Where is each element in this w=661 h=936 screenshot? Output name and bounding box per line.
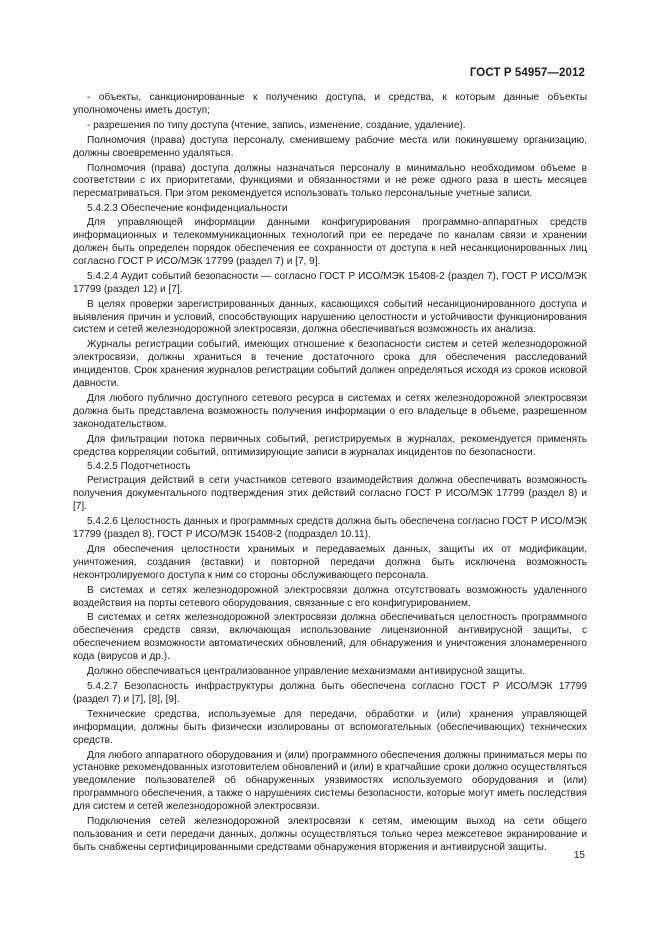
paragraph: В целях проверки зарегистрированных данных, касающихся событий несанкционированного доступа и выявления причин и условий, способствующих нарушению целостности и устойчивости функционирования систем и сетей железнодорожной электросвязи, должна обеспечиваться возможность их анализа.: [73, 298, 587, 336]
section-heading: 5.4.2.5 Подотчетность: [87, 461, 191, 473]
paragraph: 5.4.2.6 Целостность данных и программных средств должна быть обеспечена согласно ГОСТ Р ИСО/МЭК 17799 (раздел 8), ГОСТ Р ИСО/МЭК 15408-2 (подраздел 10.11).: [73, 516, 587, 540]
paragraph: В системах и сетях железнодорожной электросвязи должна отсутствовать возможность удаленного воздействия на порты сетевого оборудования, связанные с его конфигурированием.: [73, 584, 587, 609]
paragraph: 5.4.2.4 Аудит событий безопасности — согласно ГОСТ Р ИСО/МЭК 15408-2 (раздел 7), ГОСТ Р ИСО/МЭК 17799 (раздел 12) и [7].: [73, 270, 587, 295]
paragraph: - разрешения по типу доступа (чтение, запись, изменение, создание, удаление).: [87, 119, 466, 131]
paragraph: Полномочия (права) доступа должны назначаться персоналу в минимально необходимом объеме в соответствии с их приоритетами, функциями и обязанностями и не реже одного раза в шесть месяцев пересматриваться. При этом рекомендуется использовать только персональные учетные записи.: [73, 162, 587, 200]
paragraph: Для любого публично доступного сетевого ресурса в системах и сетях железнодорожной электросвязи должна быть представлена возможность получения информации о его владельце в объеме, разрешенном законодательством.: [73, 392, 587, 430]
paragraph: Технические средства, используемые для передачи, обработки и (или) хранения управляющей информации, должны быть физически изолированы от вспомогательных (обеспечивающих) технических средств.: [73, 708, 587, 746]
paragraph: Регистрация действий в сети участников сетевого взаимодействия должна обеспечивать возможность получения документального подтверждения этих действий согласно ГОСТ Р ИСО/МЭК 17799 (раздел 8) и [7].: [73, 475, 587, 513]
paragraph: Журналы регистрации событий, имеющих отношение к безопасности систем и сетей железнодорожной электросвязи, должны храниться в течение достаточного срока для обеспечения расследований инцидентов. Срок хранения журналов регистрации событий должен определяться исходя из сроков исковой давности.: [73, 339, 587, 390]
paragraph: Полномочия (права) доступа персоналу, сменившему рабочие места или покинувшему организацию, должны своевременно удаляться.: [73, 134, 587, 159]
page-number: 15: [573, 850, 585, 861]
paragraph: Для обеспечения целостности хранимых и передаваемых данных, защиты их от модификации, уничтожения, создания (вставки) и повторной передачи должна быть исключена возможность неконтролируемого доступа к ним со стороны обслуживающего персонала.: [73, 543, 587, 581]
paragraph: В системах и сетях железнодорожной электросвязи должна обеспечиваться целостность программного обеспечения средств связи, включающая использование лицензионной антивирусной защиты, с обеспечением возможности автоматических обновлений, для обнаружения и уничтожения злонамеренного кода (вирусов и др.).: [73, 612, 587, 663]
standard-header: ГОСТ Р 54957—2012: [469, 67, 585, 79]
paragraph: Подключения сетей железнодорожной электросвязи к сетям, имеющим выход на сети общего пользования и сети передачи данных, должны осуществляться только через межсетевое экранирование и быть снабжены сертифицированными средствами обнаружения вторжения и антивирусной защиты.: [73, 816, 587, 853]
paragraph: Для фильтрации потока первичных событий, регистрируемых в журналах, рекомендуется применять средства корреляции событий, оптимизирующие записи в журналах инцидентов по безопасности.: [73, 433, 587, 458]
paragraph: Должно обеспечиваться централизованное управление механизмами антивирусной защиты.: [87, 666, 525, 678]
paragraph: Для любого аппаратного оборудования и (или) программного обеспечения должны приниматься меры по установке рекомендованных изготовителем обновлений и (или) в кратчайшие сроки должно осуществляться уведомление пользователей об обнаруженных уязвимостях используемого оборудования и (или) программного обеспечения, а также о нарушениях системы безопасности, которые могут иметь последствия для систем и сетей железнодорожной электросвязи.: [73, 749, 587, 813]
paragraph: 5.4.2.7 Безопасность инфраструктуры должна быть обеспечена согласно ГОСТ Р ИСО/МЭК 17799 (раздел 7) и [7], [8], [9].: [73, 680, 587, 705]
document-body: [73, 92, 587, 857]
paragraph: Для управляющей информации данными конфигурирования программно-аппаратных средств информационных и телекоммуникационных технологий при ее передаче по каналам связи и хранении должен быть определен порядок обеспечения ее сохранности от доступа к ней несанкционированных лиц согласно ГОСТ Р ИСО/МЭК 17799 (раздел 7) и [7, 9].: [73, 217, 587, 267]
section-heading: 5.4.2.3 Обеспечение конфиденциальности: [87, 203, 288, 215]
paragraph: - объекты, санкционированные к получению доступа, и средства, к которым данные объекты уполномочены иметь доступ;: [73, 92, 587, 116]
